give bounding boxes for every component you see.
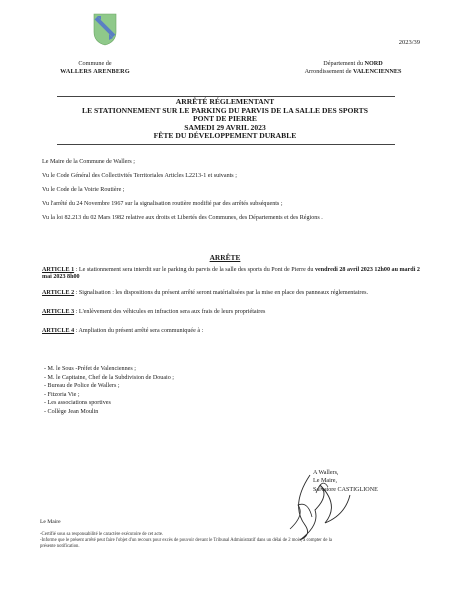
title-line-5: FÊTE DU DÉVELOPPEMENT DURABLE	[153, 131, 297, 141]
commune-label: Commune de	[78, 60, 112, 67]
article-2	[42, 290, 424, 297]
article-1-text: : Le stationnement sera interdit sur le parking du parvis de la salle des sports du Pont de Pierre du	[74, 267, 315, 273]
signatory-name: Salvatore CASTIGLIONE	[313, 486, 378, 493]
footnote-line: présente notification.	[40, 544, 80, 550]
department-label: Département du	[323, 60, 363, 67]
list-item: - Bureau de Police de Wallers ;	[44, 383, 120, 390]
list-item: - M. le Sous -Préfet de Valenciennes ;	[44, 366, 136, 372]
article-1-dates: vendredi 28 avril 2023 12h00 au mardi 2 mai 2023 8h00	[42, 267, 420, 281]
title-line-1: ARRÊTÉ RÉGLEMENTANT	[175, 97, 275, 106]
arrondissement-label: Arrondissement de	[304, 68, 352, 75]
article-4	[42, 328, 424, 335]
footnote-line: -Informe que le présent arrêté peut faire l'objet d'un recours pour excès de pouvoir devant le Tribunal Administratif dans un délai de 2 mois, à compter de la	[40, 538, 332, 544]
visa-line: Vu la loi 82.213 du 02 Mars 1982 relative aux droits et Libertés des Communes, des Départements et des Régions .	[42, 215, 323, 221]
list-item: - Fitzoria Vie ;	[44, 391, 80, 398]
list-item: - Collège Jean Moulin	[44, 408, 99, 415]
arrondissement-name: VALENCIENNES	[353, 68, 402, 75]
footer-maire-label: Le Maire	[40, 519, 61, 525]
commune-crest-logo	[92, 12, 118, 46]
list-item: - Les associations sportives	[44, 400, 111, 407]
articles-section	[42, 267, 424, 335]
visa-line: Vu le Code de la Voirie Routière ;	[42, 187, 125, 193]
visa-line: Le Maire de la Commune de Wallers ;	[42, 159, 135, 165]
article-3	[42, 309, 424, 316]
article-2-label: ARTICLE 2	[42, 289, 75, 296]
title-rule-bottom	[57, 144, 395, 145]
list-item: - M. le Capitaine, Chef de la Subdivision de Douaio ;	[44, 374, 174, 381]
commune-header	[40, 60, 150, 76]
title-line-2: LE STATIONNEMENT SUR LE PARKING DU PARVIS DE LA SALLE DES SPORTS	[82, 105, 368, 115]
article-1-label: ARTICLE 1	[42, 267, 75, 273]
signature-block	[313, 469, 378, 494]
visas-section	[42, 159, 422, 229]
article-3-text: : L'enlèvement des véhicules en infraction sera aux frais de leurs propriétaires	[74, 308, 266, 315]
decree-title	[40, 98, 410, 141]
title-line-4: SAMEDI 29 AVRIL 2023	[184, 122, 266, 132]
signature-place: A Wallers,	[313, 470, 339, 476]
title-line-3: PONT DE PIERRE	[193, 114, 257, 124]
commune-name: WALLERS ARENBERG	[60, 68, 130, 75]
visa-line: Vu l'arrêté du 24 Novembre 1967 sur la signalisation routière modifié par des arrêtés subséquents ;	[42, 201, 283, 207]
article-3-label: ARTICLE 3	[42, 308, 75, 315]
article-1	[42, 267, 424, 282]
article-2-text: : Signalisation : les dispositions du présent arrêté seront matérialisées par la mise en place des panneaux réglementaires.	[74, 289, 369, 296]
signature-role: Le Maire,	[313, 478, 338, 485]
arrete-heading: ARRÊTE	[209, 253, 241, 262]
distribution-list	[44, 365, 174, 417]
legal-footnotes	[40, 532, 428, 550]
article-4-text: : Ampliation du présent arrêté sera communiquée à :	[74, 328, 204, 335]
visa-line: Vu le Code Général des Collectivités Territoriales Articles L2213-1 et suivants ;	[42, 173, 237, 179]
document-reference: 2023/39	[398, 39, 420, 46]
department-header	[278, 60, 428, 76]
article-4-label: ARTICLE 4	[42, 328, 75, 335]
footnote-line: -Certifié sous sa responsabilité le caractère exécutoire de cet acte.	[40, 532, 164, 537]
department-name: NORD	[364, 60, 383, 67]
